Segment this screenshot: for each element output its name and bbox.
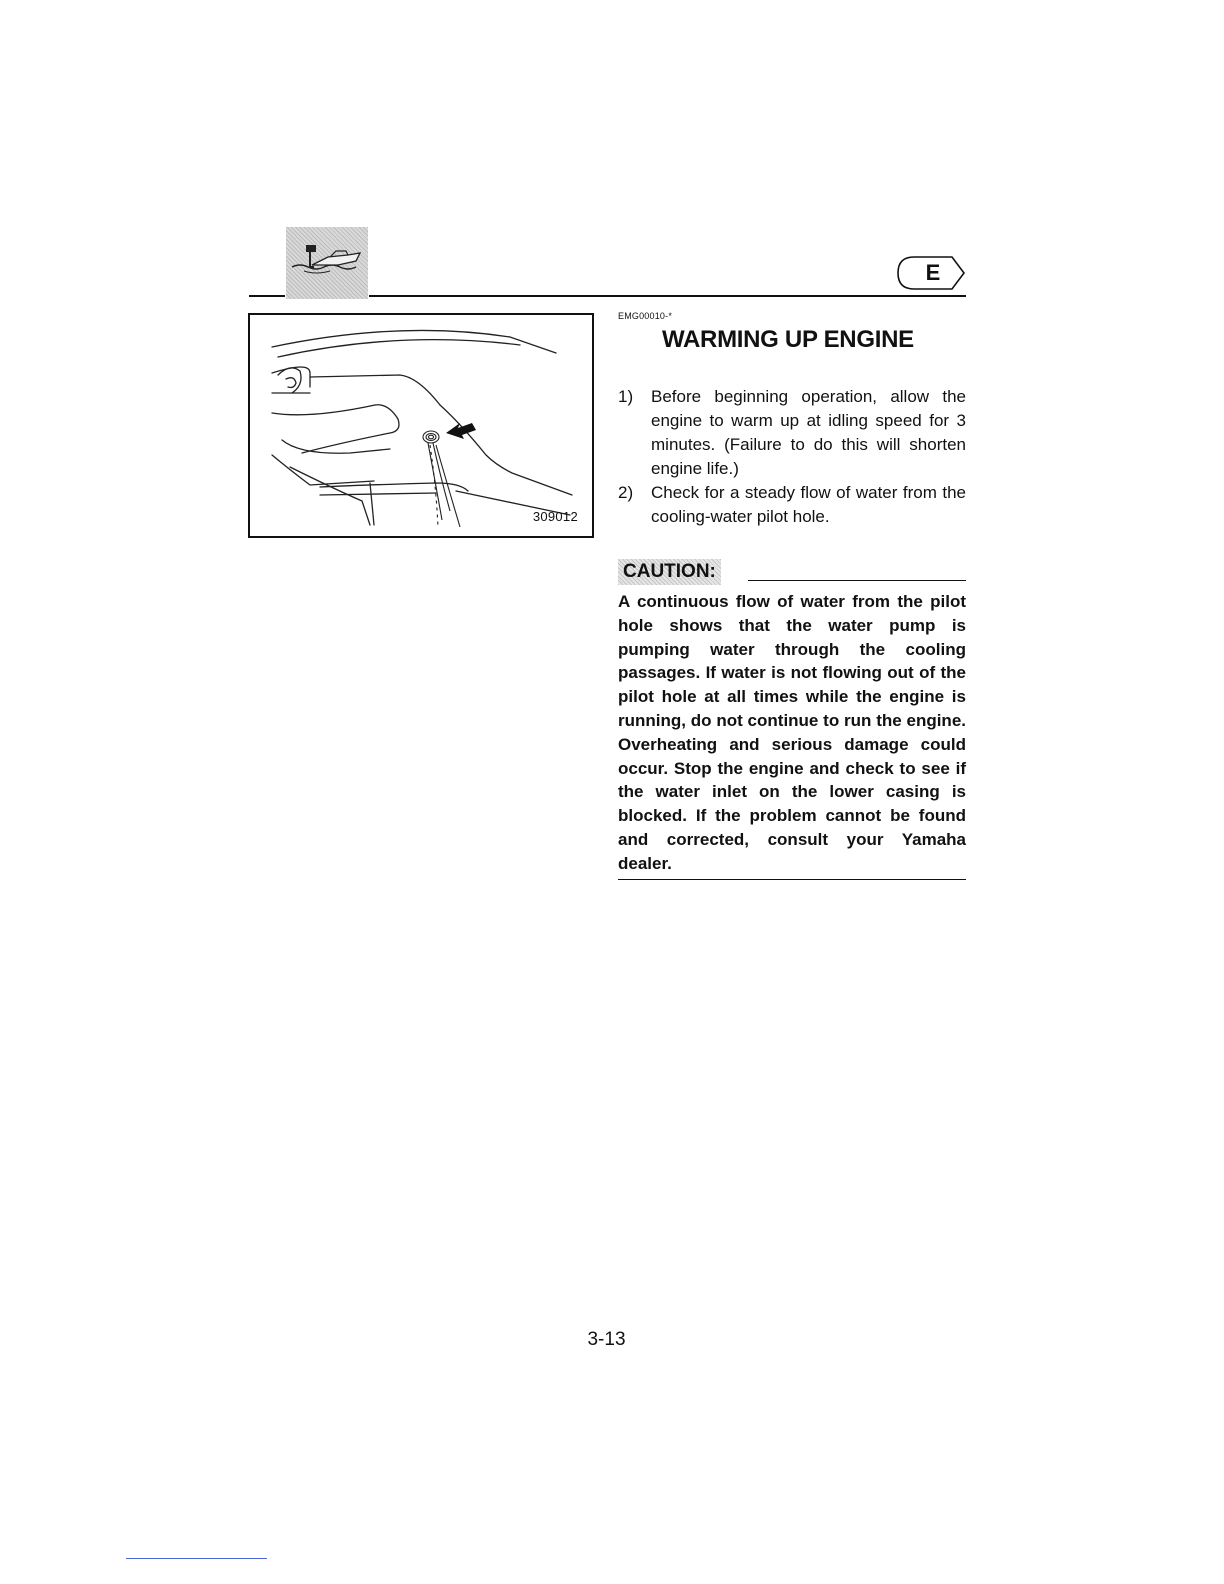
header-rule-right	[369, 295, 966, 297]
caution-label: CAUTION:	[618, 559, 721, 585]
section-badge	[286, 227, 368, 299]
step-number: 2)	[618, 483, 634, 502]
figure	[248, 313, 594, 538]
language-code: E	[925, 260, 941, 285]
outboard-boat-icon	[286, 227, 368, 299]
step-item	[618, 385, 966, 481]
step-number: 1)	[618, 387, 634, 406]
caution-end-rule	[618, 879, 966, 880]
footer-rule	[126, 1558, 267, 1559]
page-number: 3-13	[587, 1329, 626, 1350]
engine-cowling-pilot-hole-illustration	[250, 315, 592, 536]
doc-code: EMG00010-*	[618, 311, 673, 321]
step-item	[618, 481, 966, 529]
figure-number: 309012	[532, 509, 578, 524]
caution-header	[618, 559, 966, 585]
header-rule-left	[249, 295, 285, 297]
caution-rule	[748, 580, 966, 581]
section-title: WARMING UP ENGINE	[662, 326, 914, 353]
language-badge	[896, 255, 966, 291]
caution-text: A continuous flow of water from the pilot hole shows that the water pump is pumping water through the cooling passages. If water is not flowing out of the pilot hole at all times while the engine is running, do not continue to run the engine. Overheating and serious damage could occur. Stop the engine and check to see if the water inlet on the lower casing is blocked. If the problem cannot be found and corrected, consult your Yamaha dealer.	[618, 592, 966, 873]
step-text: Check for a steady flow of water from the cooling-water pilot hole.	[651, 483, 966, 526]
step-text: Before beginning operation, allow the engine to warm up at idling speed for 3 minutes. (Failure to do this will shorten engine life.)	[651, 387, 966, 478]
steps-list	[618, 385, 966, 529]
